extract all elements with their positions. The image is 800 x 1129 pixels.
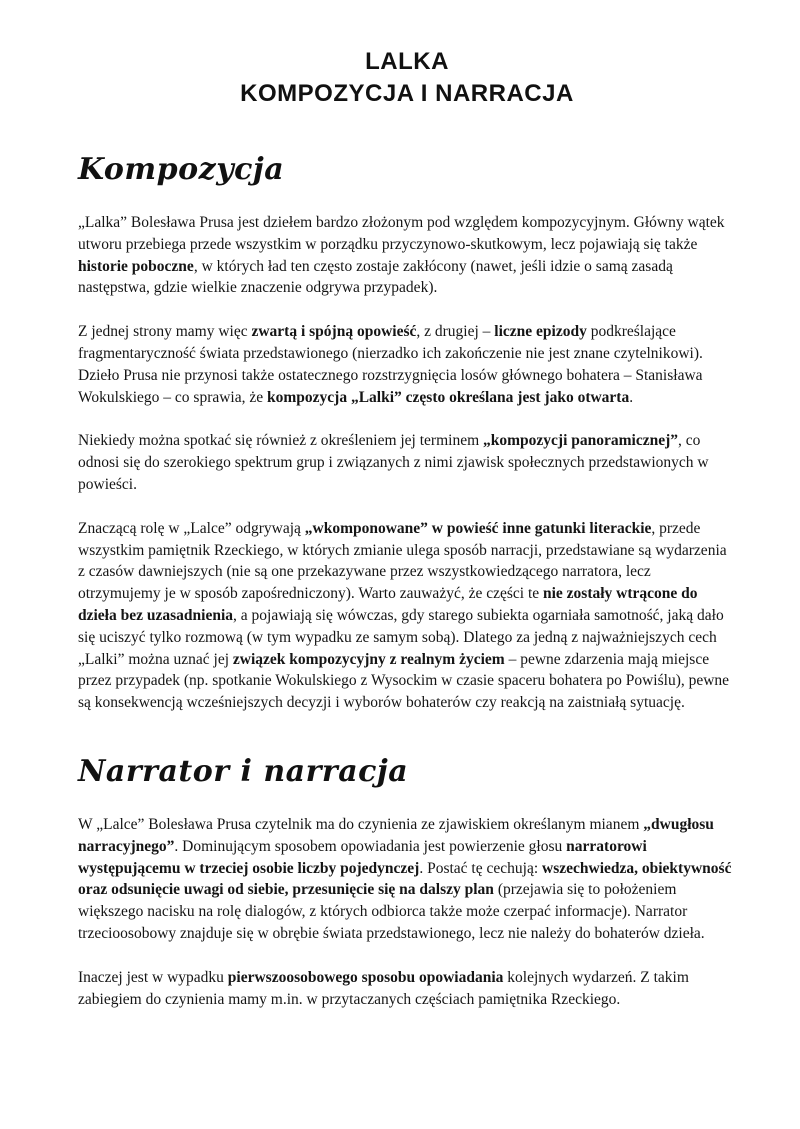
- paragraph: W „Lalce” Bolesława Prusa czytelnik ma do czynienia ze zjawiskiem określanym mianem „dwugłosu narracyjnego”. Dominującym sposobem opowiadania jest powierzenie głosu narratorowi występującemu w trzeciej osobie liczby pojedynczej. Postać tę cechują: wszechwiedza, obiektywność oraz odsunięcie uwagi od siebie, przesunięcie się na dalszy plan (przejawia się to położeniem większego nacisku na rolę dialogów, z których odbiorca także może czerpać informacje). Narrator trzecioosobowy znajduje się w obrębie świata przedstawionego, lecz nie należy do bohaterów dzieła.: [78, 815, 732, 942]
- section-narrator-i-narracja: [78, 754, 736, 1010]
- section-body-narrator-i-narracja: [78, 814, 736, 1010]
- section-heading-narrator-i-narracja: Narrator i narracja: [78, 753, 409, 789]
- paragraph: Inaczej jest w wypadku pierwszoosobowego sposobu opowiadania kolejnych wydarzeń. Z takim zabiegiem do czynienia mamy m.in. w przytaczanych częściach pamiętnika Rzeckiego.: [78, 968, 689, 1008]
- section-heading-kompozycja: Kompozycja: [78, 152, 285, 187]
- section-body-kompozycja: [78, 212, 736, 714]
- paragraph: Niekiedy można spotkać się również z określeniem jej terminem „kompozycji panoramicznej”, co odnosi się do szerokiego spektrum grup i związanych z nimi zjawisk społecznych przedstawionych w powieści.: [78, 432, 709, 493]
- document-title-line-2: KOMPOZYCJA I NARRACJA: [240, 80, 574, 107]
- paragraph: Z jednej strony mamy więc zwartą i spójną opowieść, z drugiej – liczne epizody podkreślające fragmentaryczność świata przedstawionego (nierzadko ich zakończenie nie jest znane czytelnikowi). Dzieło Prusa nie przynosi także ostatecznego rozstrzygnięcia losów głównego bohatera – Stanisława Wokulskiego – co sprawia, że kompozycja „Lalki” często określana jest jako otwarta.: [78, 323, 703, 406]
- paragraph: „Lalka” Bolesława Prusa jest dziełem bardzo złożonym pod względem kompozycyjnym. Główny wątek utworu przebiega przede wszystkim w porządku przyczynowo-skutkowym, lecz pojawiają się także historie poboczne, w których ład ten często zostaje zakłócony (nawet, jeśli idzie o samą zasadą następstwa, gdzie wielkie znaczenie odgrywa przypadek).: [78, 214, 725, 297]
- paragraph: Znaczącą rolę w „Lalce” odgrywają „wkomponowane” w powieść inne gatunki literackie, przede wszystkim pamiętnik Rzeckiego, w których zmianie ulega sposób narracji, przedstawiane są wydarzenia z czasów dawniejszych (nie są one przekazywane przez wszystkowiedzącego narratora, lecz otrzymujemy je w sposób zapośredniczony). Warto zauważyć, że części te nie zostały wtrącone do dzieła bez uzasadnienia, a pojawiają się wówczas, gdy starego subiekta ogarniała samotność, jaką dało się uciszyć tylko rozmową (w tym wypadku ze samym sobą). Dlatego za jedną z najważniejszych cech „Lalki” można uznać jej związek kompozycyjny z realnym życiem – pewne zdarzenia mają miejsce przez przypadek (np. spotkanie Wokulskiego z Wysockim w czasie spaceru bohatera po Powiślu), pewne są konsekwencją wcześniejszych decyzji i wyborów bohaterów czy reakcją na zaistniałą sytuację.: [78, 519, 730, 712]
- section-kompozycja: [78, 152, 736, 714]
- document-title-block: [78, 46, 736, 110]
- document-title-line-1: LALKA: [365, 48, 449, 75]
